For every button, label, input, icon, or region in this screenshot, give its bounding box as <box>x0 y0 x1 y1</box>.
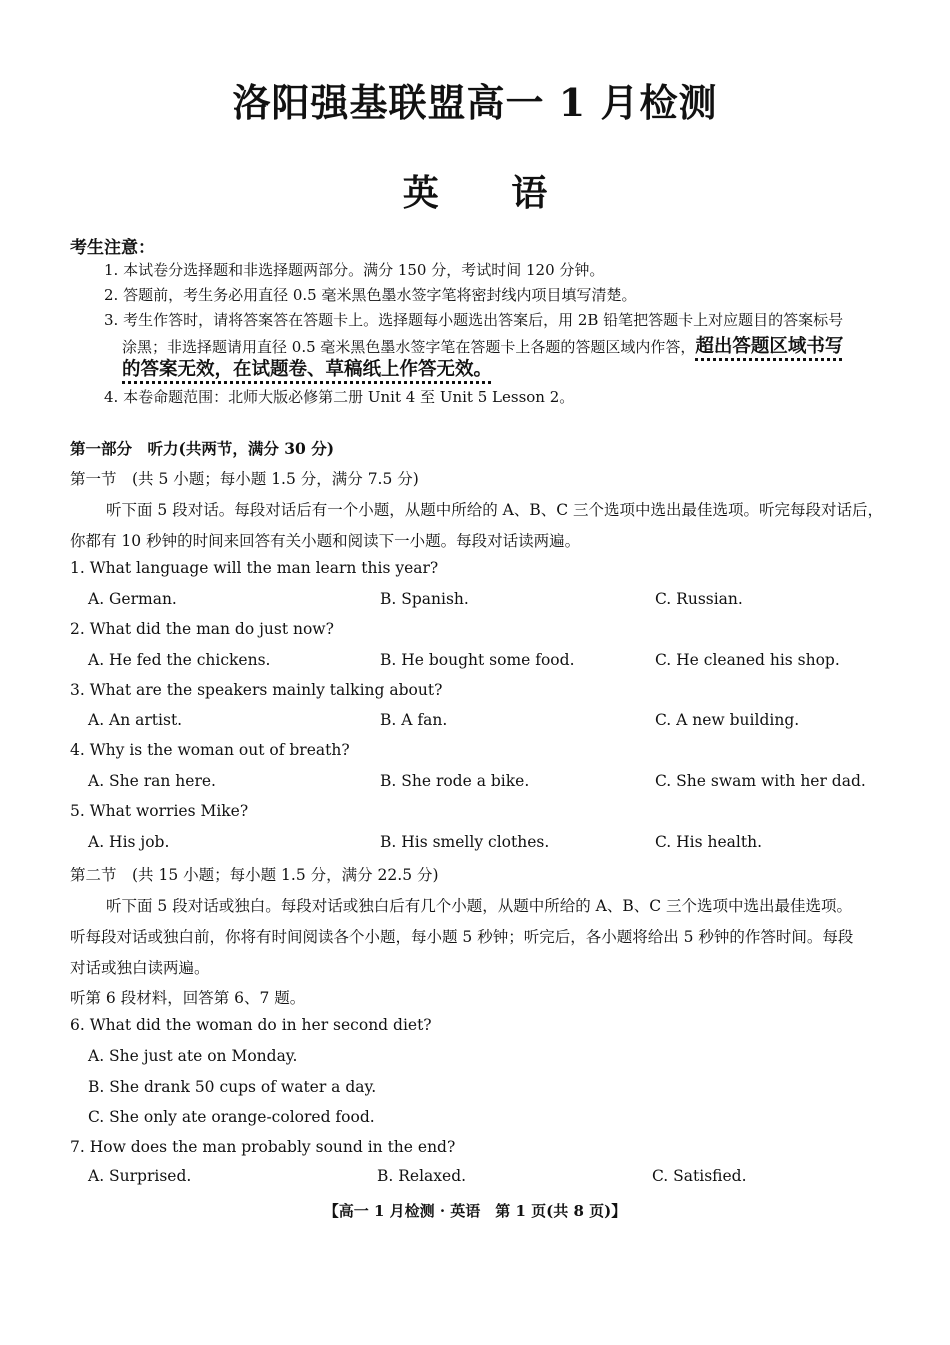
exam-title: 洛阳强基联盟高一 1 月检测 <box>232 80 718 125</box>
notice-emphasis-2: 的答案无效，在试题卷、草稿纸上作答无效。 <box>122 359 493 380</box>
question-6: 6. What did the woman do in her second diet? <box>70 1016 432 1034</box>
q3-option-c: C. A new building. <box>655 711 800 729</box>
notice-item-3: 3. 考生作答时，请将答案答在答题卡上。选择题每小题选出答案后，用 2B 铅笔把答题卡上对应题目的答案标号 <box>104 311 844 329</box>
q1-option-b: B. Spanish. <box>380 590 469 608</box>
notice-item-3-end <box>122 355 492 381</box>
section2-heading: 第二节 (共 15 小题；每小题 1.5 分，满分 22.5 分) <box>70 866 439 884</box>
question-7: 7. How does the man probably sound in the end? <box>70 1138 456 1156</box>
question-2: 2. What did the man do just now? <box>70 620 334 638</box>
question-4: 4. Why is the woman out of breath? <box>70 741 350 759</box>
q6-option-b: B. She drank 50 cups of water a day. <box>88 1078 377 1096</box>
q7-option-a: A. Surprised. <box>88 1167 192 1185</box>
material-6-label: 听第 6 段材料，回答第 6、7 题。 <box>70 989 306 1007</box>
section2-instructions-3: 对话或独白读两遍。 <box>70 959 210 977</box>
q4-option-b: B. She rode a bike. <box>380 772 530 790</box>
q7-option-c: C. Satisfied. <box>652 1167 747 1185</box>
q1-option-a: A. German. <box>88 590 177 608</box>
section1-instructions-2: 你都有 10 秒钟的时间来回答有关小题和阅读下一小题。每段对话读两遍。 <box>70 532 581 550</box>
q2-option-a: A. He fed the chickens. <box>88 651 271 669</box>
q5-option-b: B. His smelly clothes. <box>380 833 550 851</box>
q3-option-b: B. A fan. <box>380 711 448 729</box>
q2-option-c: C. He cleaned his shop. <box>655 651 840 669</box>
section1-instructions-1: 听下面 5 段对话。每段对话后有一个小题，从题中所给的 A、B、C 三个选项中选出最佳选项。听完每段对话后， <box>106 501 884 519</box>
notice-item-3-text: 涂黑；非选择题请用直径 0.5 毫米黑色墨水签字笔在答题卡上各题的答题区域内作答， <box>122 338 696 356</box>
subject-title: 英 语 <box>402 172 548 214</box>
notice-item-1: 1. 本试卷分选择题和非选择题两部分。满分 150 分，考试时间 120 分钟。 <box>104 261 605 279</box>
q5-option-a: A. His job. <box>88 833 170 851</box>
notice-item-2: 2. 答题前，考生务必用直径 0.5 毫米黑色墨水签字笔将密封线内项目填写清楚。 <box>104 286 637 304</box>
question-3: 3. What are the speakers mainly talking about? <box>70 681 443 699</box>
q6-option-a: A. She just ate on Monday. <box>88 1047 298 1065</box>
q1-option-c: C. Russian. <box>655 590 743 608</box>
section2-instructions-1: 听下面 5 段对话或独白。每段对话或独白后有几个小题，从题中所给的 A、B、C 三个选项中选出最佳选项。 <box>106 897 853 915</box>
section1-heading: 第一节 (共 5 小题；每小题 1.5 分，满分 7.5 分) <box>70 470 419 488</box>
page-footer: 【高一 1 月检测 · 英语 第 1 页(共 8 页)】 <box>323 1202 627 1220</box>
q6-option-c: C. She only ate orange-colored food. <box>88 1108 375 1126</box>
part1-heading: 第一部分 听力(共两节，满分 30 分) <box>70 439 335 458</box>
q4-option-c: C. She swam with her dad. <box>655 772 866 790</box>
q5-option-c: C. His health. <box>655 833 763 851</box>
q3-option-a: A. An artist. <box>88 711 183 729</box>
q7-option-b: B. Relaxed. <box>377 1167 467 1185</box>
question-1: 1. What language will the man learn this year? <box>70 559 439 577</box>
section2-instructions-2: 听每段对话或独白前，你将有时间阅读各个小题，每小题 5 秒钟；听完后，各小题将给出 5 秒钟的作答时间。每段 <box>70 928 854 946</box>
q2-option-b: B. He bought some food. <box>380 651 575 669</box>
notice-heading: 考生注意： <box>70 238 155 258</box>
q4-option-a: A. She ran here. <box>88 772 216 790</box>
notice-item-4: 4. 本卷命题范围：北师大版必修第二册 Unit 4 至 Unit 5 Lesson 2。 <box>104 388 575 406</box>
question-5: 5. What worries Mike? <box>70 802 249 820</box>
notice-emphasis-1: 超出答题区域书写 <box>695 336 844 357</box>
